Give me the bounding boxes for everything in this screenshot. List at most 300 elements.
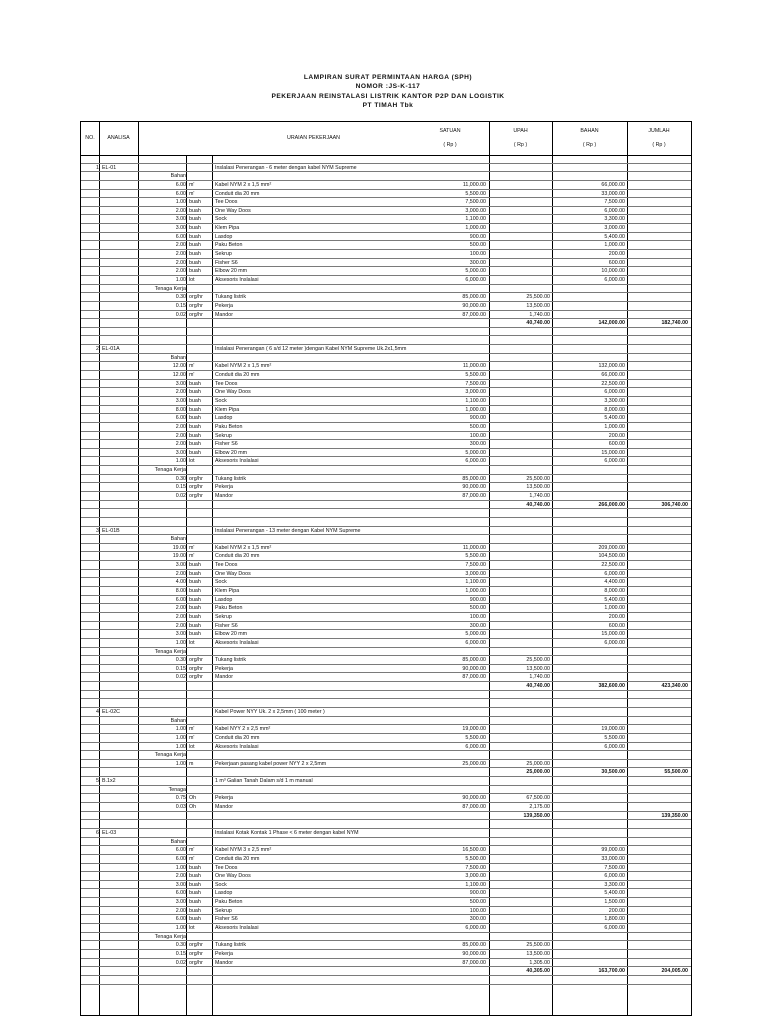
unit-price-cell: 87,000.00 xyxy=(462,959,486,966)
labor-cost-cell: 25,000.00 xyxy=(526,760,550,767)
unit-cell: buah xyxy=(189,415,201,422)
table-row xyxy=(81,527,691,536)
coefficient-cell: Tenaga Kerja xyxy=(154,467,186,474)
coefficient-cell: 3.00 xyxy=(175,562,186,569)
table-row xyxy=(81,414,691,423)
description-cell: Aksesoris Inslalasi xyxy=(215,276,259,283)
labor-cost-cell: 13,500.00 xyxy=(526,665,550,672)
unit-price-cell: 1,000.00 xyxy=(465,225,486,232)
table-row xyxy=(81,924,691,933)
unit-cell: buah xyxy=(189,562,201,569)
unit-price-cell: 7,500.00 xyxy=(465,380,486,387)
table-row xyxy=(81,328,691,337)
unit-cell: buah xyxy=(189,423,201,430)
unit-cell: buah xyxy=(189,907,201,914)
unit-price-cell: 85,000.00 xyxy=(462,475,486,482)
table-row xyxy=(81,855,691,864)
table-row xyxy=(81,864,691,873)
material-cost-cell: 600.00 xyxy=(608,441,625,448)
coefficient-cell: 1.00 xyxy=(175,743,186,750)
coefficient-cell: 0.30 xyxy=(175,294,186,301)
table-row xyxy=(81,950,691,959)
table-row xyxy=(81,423,691,432)
description-cell: Mandor xyxy=(215,804,233,811)
table-row xyxy=(81,639,691,648)
unit-price-cell: 100.00 xyxy=(469,432,486,439)
table-row xyxy=(81,915,691,924)
labor-cost-cell: 25,500.00 xyxy=(526,475,550,482)
unit-price-cell: 300.00 xyxy=(469,622,486,629)
table-row xyxy=(81,432,691,441)
material-cost-cell: 10,000.00 xyxy=(601,268,625,275)
unit-cell: buah xyxy=(189,441,201,448)
table-row xyxy=(81,250,691,259)
labor-cost-cell: 13,500.00 xyxy=(526,950,550,957)
material-cost-cell: 382,600.00 xyxy=(598,683,625,690)
material-cost-cell: 22,500.00 xyxy=(601,562,625,569)
description-cell: One Way Doos xyxy=(215,389,251,396)
coefficient-cell: 2.00 xyxy=(175,907,186,914)
labor-cost-cell: 25,000.00 xyxy=(526,769,550,776)
material-cost-cell: 200.00 xyxy=(608,432,625,439)
description-cell: Lasdop xyxy=(215,415,233,422)
coefficient-cell: 6.00 xyxy=(175,181,186,188)
description-cell: Inslalasi Penerangan - 13 meter dengan Kabel NYM Supreme xyxy=(215,527,361,534)
coefficient-cell: 3.00 xyxy=(175,225,186,232)
unit-price-cell: 25,000.00 xyxy=(462,760,486,767)
unit-price-cell: 11,000.00 xyxy=(462,363,486,370)
table-row xyxy=(81,466,691,475)
coefficient-cell: 0.02 xyxy=(175,674,186,681)
cost-analysis-table xyxy=(80,121,692,1016)
description-cell: Fisher S6 xyxy=(215,622,238,629)
coefficient-cell: 12.00 xyxy=(172,363,186,370)
table-row xyxy=(81,207,691,216)
description-cell: Paku Beton xyxy=(215,899,243,906)
description-cell: Pekerjaan pasang kabel power NYY 2 x 2,5mm xyxy=(215,760,327,767)
table-row xyxy=(81,898,691,907)
unit-cell: lot xyxy=(189,276,195,283)
table-row xyxy=(81,613,691,622)
labor-cost-cell: 40,305.00 xyxy=(526,968,550,975)
table-row xyxy=(81,907,691,916)
material-cost-cell: 99,000.00 xyxy=(601,847,625,854)
subtotal-row xyxy=(81,812,691,821)
unit-price-cell: 85,000.00 xyxy=(462,294,486,301)
material-cost-cell: 6,000.00 xyxy=(604,639,625,646)
coefficient-cell: 3.00 xyxy=(175,216,186,223)
table-row xyxy=(81,362,691,371)
unit-cell: buah xyxy=(189,268,201,275)
material-cost-cell: 200.00 xyxy=(608,613,625,620)
description-cell: Lasdop xyxy=(215,233,233,240)
total-cost-cell: 139,350.00 xyxy=(661,812,688,819)
unit-cell: org/hr xyxy=(189,492,203,499)
unit-price-cell: 19,000.00 xyxy=(462,726,486,733)
coefficient-cell: 2.00 xyxy=(175,251,186,258)
description-cell: Fisher S6 xyxy=(215,259,238,266)
item-number-cell: 1 xyxy=(96,164,99,171)
unit-cell: org/hr xyxy=(189,475,203,482)
table-row xyxy=(81,717,691,726)
labor-cost-cell: 25,500.00 xyxy=(526,942,550,949)
table-row xyxy=(81,518,691,527)
unit-cell: buah xyxy=(189,890,201,897)
table-row xyxy=(81,155,691,164)
table-row xyxy=(81,345,691,354)
coefficient-cell: 0.15 xyxy=(175,484,186,491)
coefficient-cell: Bahan xyxy=(170,354,186,361)
unit-cell: buah xyxy=(189,225,201,232)
coefficient-cell: 0.02 xyxy=(175,311,186,318)
coefficient-cell: Tenaga Kerja xyxy=(154,933,186,940)
material-cost-cell: 3,300.00 xyxy=(604,881,625,888)
labor-cost-cell: 40,740.00 xyxy=(526,683,550,690)
material-cost-cell: 142,000.00 xyxy=(598,320,625,327)
item-number-cell: 2 xyxy=(96,346,99,353)
unit-price-cell: 11,000.00 xyxy=(462,544,486,551)
unit-cell: buah xyxy=(189,242,201,249)
unit-price-cell: 500.00 xyxy=(469,605,486,612)
coefficient-cell: 6.00 xyxy=(175,596,186,603)
table-row xyxy=(81,552,691,561)
unit-price-cell: 1,000.00 xyxy=(465,588,486,595)
header-analisa: ANALISA xyxy=(107,135,130,141)
unit-cell: m' xyxy=(189,363,195,370)
table-row xyxy=(81,665,691,674)
analysis-code-cell: EL-02C xyxy=(102,709,120,715)
coefficient-cell: 0.03 xyxy=(175,804,186,811)
unit-price-cell: 5,500.00 xyxy=(465,372,486,379)
unit-price-cell: 7,500.00 xyxy=(465,562,486,569)
coefficient-cell: 4.00 xyxy=(175,579,186,586)
material-cost-cell: 1,000.00 xyxy=(604,423,625,430)
table-row xyxy=(81,803,691,812)
material-cost-cell: 6,000.00 xyxy=(604,276,625,283)
unit-cell: buah xyxy=(189,899,201,906)
coefficient-cell: 3.00 xyxy=(175,380,186,387)
description-cell: Fisher S6 xyxy=(215,916,238,923)
unit-price-cell: 3,000.00 xyxy=(465,570,486,577)
unit-cell: m' xyxy=(189,855,195,862)
table-row xyxy=(81,457,691,466)
material-cost-cell: 1,800.00 xyxy=(604,916,625,923)
labor-cost-cell: 1,740.00 xyxy=(529,311,550,318)
table-row xyxy=(81,648,691,657)
material-cost-cell: 5,400.00 xyxy=(604,596,625,603)
description-cell: Sock xyxy=(215,397,227,404)
coefficient-cell: Tenaga Kerja xyxy=(154,648,186,655)
table-row xyxy=(81,673,691,682)
coefficient-cell: 6.00 xyxy=(175,855,186,862)
material-cost-cell: 6,000.00 xyxy=(604,389,625,396)
unit-cell: org/hr xyxy=(189,302,203,309)
description-cell: Elbow 20 mm xyxy=(215,631,248,638)
coefficient-cell: 8.00 xyxy=(175,406,186,413)
table-row xyxy=(81,838,691,847)
material-cost-cell: 4,400.00 xyxy=(604,579,625,586)
unit-price-cell: 7,500.00 xyxy=(465,199,486,206)
coefficient-cell: 3.00 xyxy=(175,631,186,638)
description-cell: Klem Pipa xyxy=(215,588,240,595)
material-cost-cell: 66,000.00 xyxy=(601,372,625,379)
coefficient-cell: 1.00 xyxy=(175,925,186,932)
description-cell: Tukang listrik xyxy=(215,942,247,949)
unit-cell: Oh xyxy=(189,795,197,802)
unit-price-cell: 3,000.00 xyxy=(465,207,486,214)
unit-price-cell: 3,000.00 xyxy=(465,389,486,396)
unit-cell: m xyxy=(189,760,194,767)
unit-price-cell: 90,000.00 xyxy=(462,795,486,802)
material-cost-cell: 8,000.00 xyxy=(604,406,625,413)
description-cell: Pekerja xyxy=(215,302,233,309)
labor-cost-cell: 1,740.00 xyxy=(529,492,550,499)
header-satuan: SATUAN xyxy=(439,128,461,134)
description-cell: Lasdop xyxy=(215,596,233,603)
material-cost-cell: 266,000.00 xyxy=(598,501,625,508)
coefficient-cell: 3.00 xyxy=(175,899,186,906)
unit-cell: buah xyxy=(189,881,201,888)
labor-cost-cell: 2,175.00 xyxy=(529,804,550,811)
coefficient-cell: 1.00 xyxy=(175,458,186,465)
description-cell: Sekrup xyxy=(215,251,232,258)
unit-cell: buah xyxy=(189,259,201,266)
coefficient-cell: 3.00 xyxy=(175,881,186,888)
unit-price-cell: 900.00 xyxy=(469,596,486,603)
description-cell: Elbow 20 mm xyxy=(215,449,248,456)
labor-cost-cell: 67,500.00 xyxy=(526,795,550,802)
unit-price-cell: 6,000.00 xyxy=(465,925,486,932)
unit-cell: buah xyxy=(189,588,201,595)
description-cell: One Way Doos xyxy=(215,207,251,214)
header-jumlah: JUMLAH xyxy=(648,128,670,134)
item-number-cell: 4 xyxy=(96,709,99,715)
unit-cell: buah xyxy=(189,380,201,387)
material-cost-cell: 3,300.00 xyxy=(604,216,625,223)
material-cost-cell: 15,000.00 xyxy=(601,449,625,456)
coefficient-cell: 2.00 xyxy=(175,622,186,629)
material-cost-cell: 200.00 xyxy=(608,251,625,258)
description-cell: One Way Doos xyxy=(215,570,251,577)
coefficient-cell: 6.00 xyxy=(175,233,186,240)
coefficient-cell: Tenaga xyxy=(168,786,186,793)
unit-cell: buah xyxy=(189,216,201,223)
unit-price-cell: 1,000.00 xyxy=(465,406,486,413)
unit-price-cell: 87,000.00 xyxy=(462,492,486,499)
unit-cell: m' xyxy=(189,372,195,379)
coefficient-cell: 0.15 xyxy=(175,665,186,672)
unit-price-cell: 11,000.00 xyxy=(462,181,486,188)
material-cost-cell: 1,500.00 xyxy=(604,899,625,906)
description-cell: Conduit dia 20 mm xyxy=(215,190,260,197)
coefficient-cell: 1.00 xyxy=(175,760,186,767)
unit-cell: org/hr xyxy=(189,959,203,966)
unit-cell: buah xyxy=(189,207,201,214)
coefficient-cell: 0.15 xyxy=(175,950,186,957)
material-cost-cell: 6,000.00 xyxy=(604,458,625,465)
coefficient-cell: 6.00 xyxy=(175,847,186,854)
unit-price-cell: 3,000.00 xyxy=(465,873,486,880)
table-row xyxy=(81,164,691,173)
material-cost-cell: 22,500.00 xyxy=(601,380,625,387)
coefficient-cell: 2.00 xyxy=(175,423,186,430)
coefficient-cell: 0.02 xyxy=(175,959,186,966)
header-project: PEKERJAAN REINSTALASI LISTRIK KANTOR P2P DAN LOGISTIK xyxy=(271,92,505,100)
table-row xyxy=(81,959,691,968)
unit-cell: org/hr xyxy=(189,950,203,957)
description-cell: Tee Doos xyxy=(215,864,238,871)
table-row xyxy=(81,734,691,743)
material-cost-cell: 209,000.00 xyxy=(598,544,625,551)
table-row xyxy=(81,397,691,406)
unit-price-cell: 87,000.00 xyxy=(462,311,486,318)
unit-cell: lot xyxy=(189,458,195,465)
material-cost-cell: 8,000.00 xyxy=(604,588,625,595)
table-row xyxy=(81,604,691,613)
coefficient-cell: 1.00 xyxy=(175,276,186,283)
description-cell: Tukang listrik xyxy=(215,294,247,301)
unit-cell: buah xyxy=(189,622,201,629)
coefficient-cell: 0.30 xyxy=(175,475,186,482)
unit-price-cell: 90,000.00 xyxy=(462,665,486,672)
description-cell: Aksesoris Inslalasi xyxy=(215,639,259,646)
subtotal-row xyxy=(81,501,691,510)
coefficient-cell: 0.30 xyxy=(175,657,186,664)
table-row xyxy=(81,656,691,665)
table-row xyxy=(81,570,691,579)
table-row xyxy=(81,492,691,501)
table-row xyxy=(81,406,691,415)
unit-cell: org/hr xyxy=(189,942,203,949)
description-cell: Kabel NYM 2 x 1,5 mm² xyxy=(215,544,272,551)
coefficient-cell: 1.00 xyxy=(175,726,186,733)
table-row xyxy=(81,872,691,881)
analysis-code-cell: EL-01 xyxy=(102,164,117,171)
unit-price-cell: 6,000.00 xyxy=(465,458,486,465)
description-cell: Mandor xyxy=(215,959,233,966)
coefficient-cell: 6.00 xyxy=(175,890,186,897)
description-cell: Sock xyxy=(215,579,227,586)
header-number: NOMOR :JS-K-117 xyxy=(355,83,421,91)
unit-cell: m' xyxy=(189,847,195,854)
coefficient-cell: 1.00 xyxy=(175,864,186,871)
material-cost-cell: 5,400.00 xyxy=(604,890,625,897)
material-cost-cell: 7,500.00 xyxy=(604,864,625,871)
table-row xyxy=(81,380,691,389)
header-jumlah-rp: ( Rp ) xyxy=(652,142,666,148)
subtotal-row xyxy=(81,682,691,691)
coefficient-cell: 6.00 xyxy=(175,415,186,422)
subtotal-row xyxy=(81,319,691,328)
header-upah-rp: ( Rp ) xyxy=(513,142,528,148)
material-cost-cell: 5,400.00 xyxy=(604,233,625,240)
description-cell: One Way Doos xyxy=(215,873,251,880)
description-cell: Kabel NYM 2 x 1,5 mm² xyxy=(215,363,272,370)
material-cost-cell: 15,000.00 xyxy=(601,631,625,638)
unit-price-cell: 6,000.00 xyxy=(465,639,486,646)
material-cost-cell: 132,000.00 xyxy=(598,363,625,370)
unit-price-cell: 5,500.00 xyxy=(465,553,486,560)
unit-cell: lot xyxy=(189,639,195,646)
labor-cost-cell: 13,500.00 xyxy=(526,302,550,309)
table-row xyxy=(81,190,691,199)
unit-cell: org/hr xyxy=(189,311,203,318)
unit-cell: buah xyxy=(189,916,201,923)
table-row xyxy=(81,285,691,294)
table-row xyxy=(81,336,691,345)
table-row xyxy=(81,889,691,898)
table-row xyxy=(81,777,691,786)
table-row xyxy=(81,829,691,838)
coefficient-cell: 2.00 xyxy=(175,207,186,214)
material-cost-cell: 200.00 xyxy=(608,907,625,914)
unit-cell: org/hr xyxy=(189,674,203,681)
description-cell: Aksesoris Inslalasi xyxy=(215,458,259,465)
unit-price-cell: 500.00 xyxy=(469,423,486,430)
unit-cell: buah xyxy=(189,596,201,603)
labor-cost-cell: 40,740.00 xyxy=(526,501,550,508)
unit-cell: org/hr xyxy=(189,484,203,491)
header-title: LAMPIRAN SURAT PERMINTAAN HARGA (SPH) xyxy=(303,74,473,81)
coefficient-cell: 2.00 xyxy=(175,268,186,275)
coefficient-cell: 2.00 xyxy=(175,432,186,439)
unit-price-cell: 900.00 xyxy=(469,415,486,422)
table-row xyxy=(81,587,691,596)
table-row xyxy=(81,630,691,639)
description-cell: Tukang listrik xyxy=(215,475,247,482)
table-row xyxy=(81,751,691,760)
unit-cell: lot xyxy=(189,925,195,932)
material-cost-cell: 1,000.00 xyxy=(604,242,625,249)
unit-price-cell: 7,500.00 xyxy=(465,864,486,871)
table-row xyxy=(81,224,691,233)
table-row xyxy=(81,725,691,734)
coefficient-cell: Bahan xyxy=(170,173,186,180)
table-row xyxy=(81,535,691,544)
unit-price-cell: 300.00 xyxy=(469,259,486,266)
material-cost-cell: 30,500.00 xyxy=(601,769,625,776)
item-number-cell: 5 xyxy=(96,778,99,785)
unit-price-cell: 100.00 xyxy=(469,613,486,620)
unit-price-cell: 5,500.00 xyxy=(465,855,486,862)
coefficient-cell: Bahan xyxy=(170,838,186,845)
coefficient-cell: Tenaga Kerja xyxy=(154,285,186,292)
coefficient-cell: 6.00 xyxy=(175,190,186,197)
description-cell: Fisher S6 xyxy=(215,441,238,448)
unit-price-cell: 1,100.00 xyxy=(465,397,486,404)
unit-cell: buah xyxy=(189,613,201,620)
unit-cell: buah xyxy=(189,605,201,612)
description-cell: Sekrup xyxy=(215,432,232,439)
description-cell: Inslalasi Penerangan - 6 meter dengan kabel NYM Supreme xyxy=(215,164,357,171)
table-row xyxy=(81,933,691,942)
table-row xyxy=(81,699,691,708)
coefficient-cell: 0.75 xyxy=(175,795,186,802)
material-cost-cell: 5,500.00 xyxy=(604,734,625,741)
coefficient-cell: 8.00 xyxy=(175,588,186,595)
total-cost-cell: 423,340.00 xyxy=(661,683,688,690)
header-company: PT TIMAH Tbk xyxy=(362,101,414,109)
document-header xyxy=(0,73,768,110)
coefficient-cell: 1.00 xyxy=(175,734,186,741)
unit-price-cell: 100.00 xyxy=(469,251,486,258)
table-row xyxy=(81,259,691,268)
description-cell: Tukang listrik xyxy=(215,657,247,664)
unit-cell: buah xyxy=(189,579,201,586)
unit-price-cell: 6,000.00 xyxy=(465,276,486,283)
description-cell: Kabel NYM 2 x 1,5 mm² xyxy=(215,181,272,188)
description-cell: Sock xyxy=(215,881,227,888)
